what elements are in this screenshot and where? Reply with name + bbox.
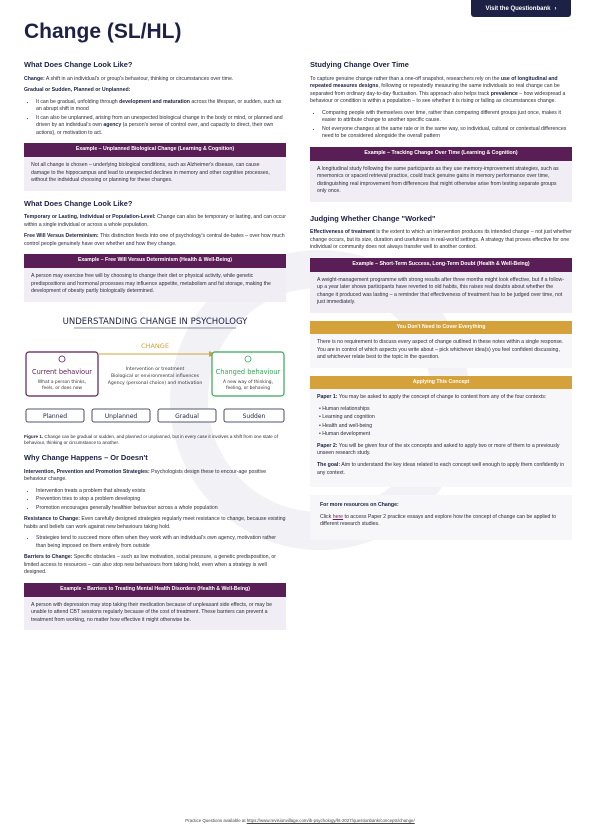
tip-heading: You Don't Need to Cover Everything xyxy=(310,321,572,335)
list-item: • Strategies tend to succeed more often when they work with an individual's own agency, motivation rather than being imposed on them entirely from outside xyxy=(36,535,286,550)
example-heading: Example – Unplanned Biological Change (Learning & Cognition) xyxy=(24,143,286,157)
term: Change: xyxy=(24,75,45,82)
paragraph-temporary-lasting: Temporary or Lasting, Individual or Population-Level: Change can also be temporary or lasting, and can occur within a single individual or across a whole population. xyxy=(24,214,286,228)
footer-link[interactable]: https://www.revisionvillage.com/ib-psychology/ht-2027/questionbank/concepts/change/ xyxy=(246,818,415,823)
change-type-gradual: Gradual xyxy=(175,412,199,420)
section-heading-what-change-looks-like: What Does Change Look Like? xyxy=(24,60,133,69)
example-text: A person may exercise free will by choosing to change their diet or physical activity, while genetic predispositions and hormonal processes may influence appetite, metabolism and fat storage, making the development of obesity partly biologically determined. xyxy=(24,268,286,302)
bullet-list xyxy=(322,110,572,141)
section-heading-judging-change: Judging Whether Change "Worked" xyxy=(310,213,436,223)
svg-text:feeling, or behaving: feeling, or behaving xyxy=(226,385,270,391)
example-text: A longitudinal study following the same participants as they use memory-improvement strategies, such as mnemonics or spaced retrieval practice, could track genuine gains in memory performance over time, distinguishing real improvement from differences that might otherwise arise from testing separate groups only once. xyxy=(310,161,572,202)
svg-text:A new way of thinking,: A new way of thinking, xyxy=(222,379,274,385)
example-box xyxy=(310,147,572,202)
paragraph-paper2: Paper 2: You will be given four of the six concepts and asked to apply two or more of them to a previously unseen research study. xyxy=(317,442,560,457)
tip-box xyxy=(310,321,572,368)
more-resources-box xyxy=(310,495,572,540)
more-resources-heading: For more resources on Change: xyxy=(320,502,399,509)
list-item: • Human relationships xyxy=(319,405,370,412)
more-resources-text: Click here to access Paper 2 practice essays and explore how the concept of change can be applied to different research studies. xyxy=(320,513,557,528)
paragraph-effectiveness: Effectiveness of treatment is the extent to which an intervention produces its intended change – not just whether change occurs, but its size, duration and usefulness in real-world settings. A strategy that proves effective for one individual or community does not always transfer well to another context. xyxy=(310,229,572,251)
questionbank-button[interactable] xyxy=(471,0,571,17)
svg-text:What a person thinks,: What a person thinks, xyxy=(37,379,87,385)
example-heading: Example – Free Will Versus Determinism (Health & Well-Being) xyxy=(24,254,286,268)
diagram-change-label: CHANGE xyxy=(141,341,169,350)
paragraph-free-will: Free Will Versus Determinism: This distinction feeds into one of psychology's central de-bates – over how much control people genuinely have over whether and how they change. xyxy=(24,233,285,247)
change-type-unplanned: Unplanned xyxy=(104,412,138,420)
paragraph-paper1: Paper 1: You may be asked to apply the concept of change to content from any of the four contexts: xyxy=(317,394,547,401)
paragraph-longitudinal: To capture genuine change rather than a one-off snapshot, researchers rely on the use of longitudinal and repeated measures designs, following or repeatedly measuring the same individuals so real change can be separated from ordinary day-to-day fluctuation. This approach also helps track prevalence – how widespread a behaviour or condition is within a population – to see whether it is rising or falling as circumstances change. xyxy=(310,75,566,105)
list-item: • It can be gradual, unfolding through development and maturation across the lifespan, or sudden, such as an abrupt shift in mood xyxy=(36,99,286,114)
changed-behaviour-title: Changed behaviour xyxy=(215,367,281,376)
chevron-right-icon: › xyxy=(554,5,557,12)
diagram-title: UNDERSTANDING CHANGE IN PSYCHOLOGY xyxy=(62,316,248,327)
list-item: • Intervention treats a problem that already exists xyxy=(36,488,286,496)
left-column xyxy=(24,60,286,638)
example-box xyxy=(24,254,286,301)
questionbank-button-label: Visit the Questionbank xyxy=(485,5,551,12)
apply-box xyxy=(310,376,572,487)
svg-text:Agency (personal choice) and m: Agency (personal choice) and motivation xyxy=(107,380,203,386)
section-heading-what-change-looks-like-2: What Does Change Look Like? xyxy=(24,198,133,208)
paragraph-intervention: Intervention, Prevention and Promotion Strategies: Psychologists design these to encour-age positive behaviour change. xyxy=(24,468,267,483)
list-item: • Human development xyxy=(319,431,371,438)
paragraph-change-definition: Change: A shift in an individual's or group's behaviour, thinking or circumstances over time. xyxy=(24,75,234,82)
footer: Practice Questions available at https://www.revisionvillage.com/ib-psychology/ht-2027/questionbank/concepts/change/ xyxy=(185,818,415,823)
change-diagram-svg xyxy=(24,310,286,460)
figure-caption: Figure 1. Change can be gradual or sudden, and planned or unplanned, but in every case it involves a shift from one state of behaviour, thinking or circumstance to another. xyxy=(24,433,278,446)
current-behaviour-title: Current behaviour xyxy=(32,367,92,376)
list-item: • Not everyone changes at the same rate or in the same way, so individual, cultural or contextual differences need to be considered alongside the overall pattern xyxy=(322,126,572,141)
tip-text: There is no requirement to discuss every aspect of change outlined in these notes within a single response. You are in control of which aspects you write about – pick whichever idea(s) you feel confident discussing, and whichever relate best to the topic in the question. xyxy=(310,334,572,368)
svg-text:Biological or environmental in: Biological or environmental influences xyxy=(110,373,200,379)
change-type-planned: Planned xyxy=(42,412,68,420)
list-item: • It can also be unplanned, arising from an unexpected biological change in the body or mind, or planned and driven by an individual's own agency (a person's sense of control over, and capacity to direct, their own actions), or motivation to act. xyxy=(36,115,286,138)
svg-text:feels, or does now: feels, or does now xyxy=(41,385,83,391)
example-box xyxy=(310,258,572,313)
term: Gradual or Sudden, Planned or Unplanned: xyxy=(24,87,131,94)
apply-heading: Applying This Concept xyxy=(310,376,572,390)
change-type-row xyxy=(26,409,284,422)
list-item: • Promotion encourages generally healthier behaviour across a whole population xyxy=(36,505,286,513)
list-item: • Health and well-being xyxy=(319,422,373,429)
section-heading-why-change-happens: Why Change Happens – Or Doesn't xyxy=(24,452,148,462)
example-heading: Example – Tracking Change Over Time (Learning & Cognition) xyxy=(310,147,572,161)
paragraph-barriers: Barriers to Change: Specific obstacles – such as low motivation, social pressure, a genetic predisposition, or limited access to resources – can also stop new behaviours from taking hold, even when a strategy is well designed. xyxy=(24,554,277,576)
paragraph-goal: The goal: Aim to understand the key ideas related to each concept well enough to apply them confidently in any context. xyxy=(317,462,565,476)
example-heading: Example – Barriers to Treating Mental Health Disorders (Health & Well-Being) xyxy=(24,583,286,597)
paragraph-gradual-sudden xyxy=(24,87,286,95)
bullet-list xyxy=(36,99,286,138)
resources-link[interactable]: here xyxy=(332,513,344,520)
bullet-list xyxy=(36,488,286,513)
example-heading: Example – Short-Term Success, Long-Term Doubt (Health & Well-Being) xyxy=(310,258,572,272)
example-text: A person with depression may stop taking their medication because of unpleasant side effects, or may be unable to attend CBT sessions regularly because of the cost of treatment. These barriers can prevent a treatment from working, no matter how effective it might otherwise be. xyxy=(24,597,286,631)
right-column xyxy=(310,60,572,540)
page-title: Change (SL/HL) xyxy=(24,20,182,43)
example-text: Not all change is chosen – underlying biological conditions, such as Alzheimer's disease, can cause damage to the hippocampus and lead to unexpected declines in memory and other cognitive processes, without the individual choosing or planning for these changes. xyxy=(24,157,286,191)
apply-body xyxy=(310,389,572,487)
list-item: • Comparing people with themselves over time, rather than comparing different groups just once, makes it easier to attribute change to another specific cause. xyxy=(322,110,572,125)
change-diagram xyxy=(24,310,286,460)
bullet-list xyxy=(319,406,565,439)
list-item: • Learning and cognition xyxy=(319,414,375,421)
example-text: A weight-management programme with strong results after three months might look effective, but if a follow-up a year later shows participants have reverted to old habits, this raises real doubts about whether the change it produced was lasting – a reminder that effectiveness of treatment has to be judged over time, not just immediately. xyxy=(310,272,572,313)
example-box xyxy=(24,583,286,630)
section-heading-studying-change: Studying Change Over Time xyxy=(310,60,409,69)
bullet-list xyxy=(36,535,286,550)
change-type-sudden: Sudden xyxy=(242,412,266,420)
list-item: • Prevention tries to stop a problem developing xyxy=(36,496,286,504)
svg-text:Intervention or treatment: Intervention or treatment xyxy=(125,366,185,372)
paragraph-resistance: Resistance to Change: Even carefully designed strategies regularly meet resistance to change, because existing habits and beliefs can work against new behaviours taking hold. xyxy=(24,516,286,530)
example-box xyxy=(24,143,286,190)
